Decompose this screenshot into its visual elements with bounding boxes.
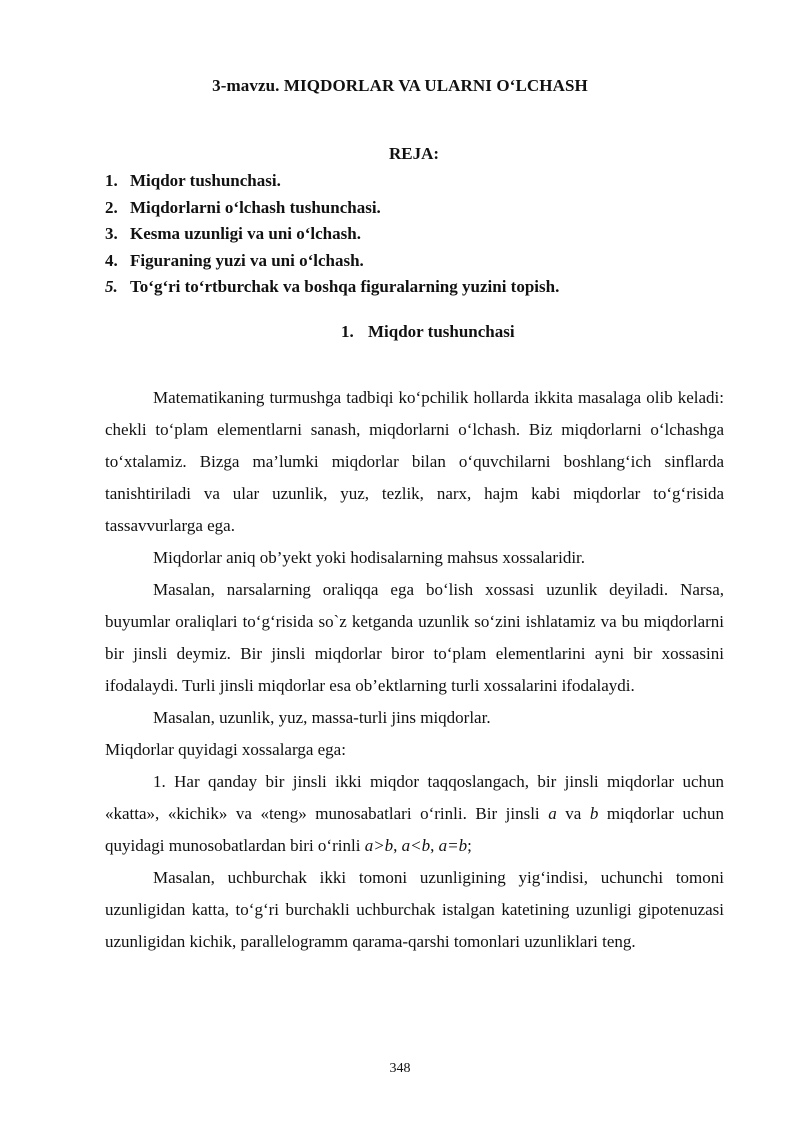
paragraph: Masalan, uzunlik, yuz, massa-turli jins miqdorlar. <box>153 708 491 727</box>
paragraph: Miqdorlar quyidagi xossalarga ega: <box>105 740 346 759</box>
property-tail: miqdorlar uchun quyidagi munosobatlardan biri o‘rinli <box>105 804 725 855</box>
page-title: 3-mavzu. MIQDORLAR VA ULARNI O‘LCHASH <box>212 76 588 95</box>
plan-item-text: Miqdorlarni o‘lchash tushunchasi. <box>130 197 381 217</box>
plan-item-text: Miqdor tushunchasi. <box>130 171 281 190</box>
paragraph: Masalan, uchburchak ikki tomoni uzunligining yig‘indisi, uchunchi tomoni uzunligidan katta, to‘g‘ri burchakli uchburchak istalgan katetining uzunligi gipotenuzasi uzunligidan kichik, parallelogramm qarama-qarshi tomonlari uzunliklari teng. <box>105 868 724 951</box>
conjunction: va <box>565 804 582 823</box>
plan-item-number: 3. <box>105 224 118 243</box>
variable-b: b <box>589 804 599 823</box>
plan-item <box>105 277 745 304</box>
paragraph: Miqdorlar aniq ob’yekt yoki hodisalarning mahsus xossalaridir. <box>153 548 586 567</box>
relation-greater: a>b <box>364 836 394 855</box>
plan-item-text: Figuraning yuzi va uni o‘lchash. <box>130 250 364 270</box>
page-number: 348 <box>389 1061 411 1076</box>
plan-item <box>105 171 745 198</box>
paragraph: Matematikaning turmushga tadbiqi ko‘pchilik hollarda ikkita masalaga olib keladi: chekli to‘plam elementlarni sanash, miqdorlarni o‘lchash. Biz miqdorlarni o‘lchashga to‘xtalamiz. Bizga ma’lumki miqdorlar bilan o‘quvchilarni boshlang‘ich sinflarda tanishtiriladi va ular uzunlik, yuz, tezlik, narx, hajm kabi miqdorlar to‘g‘risida tassavvurlarga ega. <box>105 388 724 535</box>
paragraph: Masalan, narsalarning oraliqqa ega bo‘lish xossasi uzunlik deyiladi. Narsa, buyumlar oraliqlari to‘g‘risida so`z ketganda uzunlik so‘zini ishlatamiz va bu miqdorlarni bir jinsli deymiz. Bir jinsli miqdorlar biror to‘plam elementlarini ayni bir xossasini ifodalaydi. Turli jinsli miqdorlar esa ob’ektlarning turli xossalarini ifodalaydi. <box>105 580 724 695</box>
property-paragraph <box>105 766 724 862</box>
plan-heading: REJA: <box>388 144 440 163</box>
section-number: 1. <box>341 322 354 341</box>
separator: , <box>393 836 398 855</box>
section-title: Miqdor tushunchasi <box>368 322 515 341</box>
plan-item <box>105 198 745 225</box>
plan-item-number: 2. <box>105 197 118 217</box>
property-text: 1. Har qanday bir jinsli ikki miqdor taqqoslangach, bir jinsli miqdorlar uchun «katta», «kichik» va «teng» munosabatlari o‘rinli. Bir jinsli <box>105 772 724 823</box>
plan-item <box>105 224 745 251</box>
terminator: ; <box>467 836 472 855</box>
section-heading <box>341 322 515 342</box>
variable-a: a <box>548 804 557 823</box>
separator: , <box>430 836 435 855</box>
plan-item-text: Kesma uzunligi va uni o‘lchash. <box>130 224 361 243</box>
plan-item-number: 1. <box>105 171 118 190</box>
plan-item-number: 5. <box>105 277 118 296</box>
plan-list <box>105 171 745 304</box>
plan-item-number: 4. <box>105 250 118 270</box>
plan-item-text: To‘g‘ri to‘rtburchak va boshqa figuralarning yuzini topish. <box>130 277 560 296</box>
body-text <box>105 382 724 958</box>
relation-less: a<b <box>401 836 431 855</box>
plan-item <box>105 251 745 278</box>
relation-equal: a=b <box>438 836 468 855</box>
